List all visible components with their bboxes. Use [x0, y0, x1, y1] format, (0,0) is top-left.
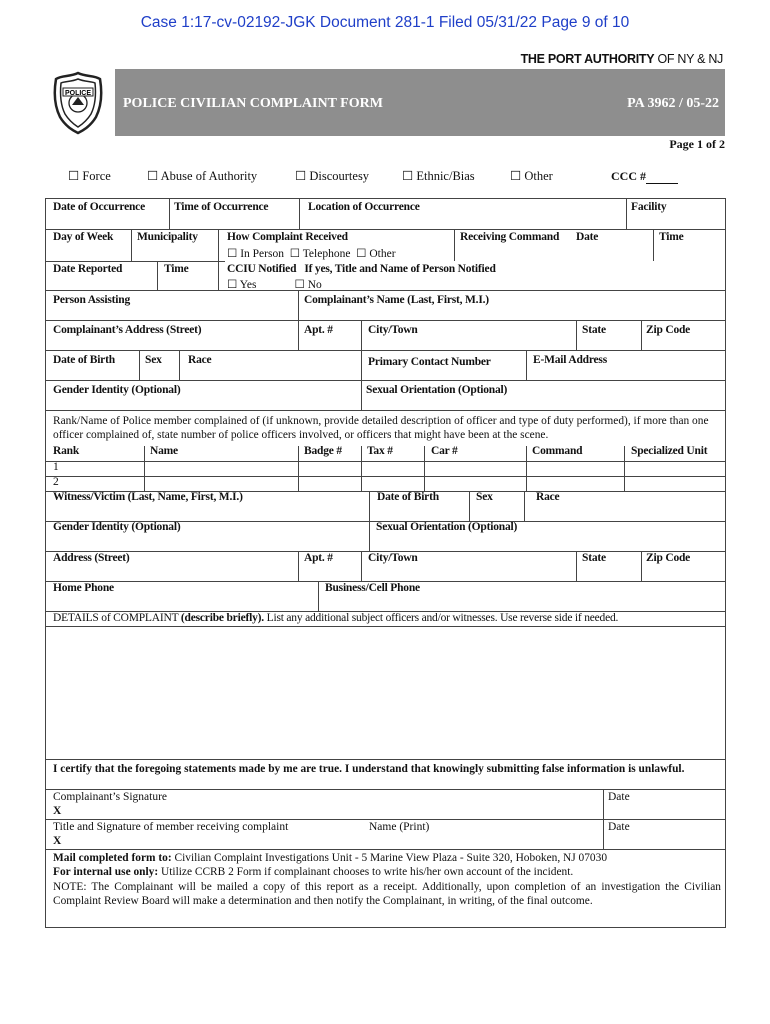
form-title: POLICE CIVILIAN COMPLAINT FORM: [123, 96, 383, 111]
label-witness-sex: Sex: [476, 491, 493, 503]
label-witness-race: Race: [536, 491, 560, 503]
label-witness-orientation: Sexual Orientation (Optional): [376, 521, 518, 533]
complaint-form: [45, 198, 726, 928]
mail-instructions: Mail completed form to: Civilian Complaint Investigations Unit - 5 Marine View Plaza - Suite 320, Hoboken, NJ 07030: [53, 852, 608, 864]
receipt-note: NOTE: The Complainant will be mailed a copy of this report as a receipt. Additionally, upon completion of an investigation the Civilian Complaint Review Board will make a determination and then notify the Complainant, in writing, of the final outcome.: [53, 881, 721, 908]
label-business-phone: Business/Cell Phone: [325, 582, 420, 594]
label-apt: Apt. #: [304, 324, 333, 336]
label-receiving-time: Time: [659, 231, 684, 243]
checkbox-discourtesy[interactable]: ☐ Discourtesy: [295, 169, 370, 183]
label-name-print: Name (Print): [369, 821, 430, 833]
label-location-of-occurrence: Location of Occurrence: [308, 201, 420, 213]
label-gender-identity: Gender Identity (Optional): [53, 384, 181, 396]
label-how-received: How Complaint Received: [227, 231, 348, 243]
label-receiving-date: Date: [576, 231, 599, 243]
label-person-assisting: Person Assisting: [53, 294, 130, 306]
label-date-of-birth: Date of Birth: [53, 354, 115, 366]
label-witness-state: State: [582, 552, 606, 564]
label-email: E-Mail Address: [533, 354, 607, 366]
col-tax: Tax #: [367, 445, 393, 457]
certify-statement: I certify that the foregoing statements made by me are true. I understand that knowingly submitting false information is unlawful.: [53, 763, 685, 775]
officer-row-1: 1: [53, 461, 59, 473]
svg-text:POLICE: POLICE: [64, 90, 92, 97]
label-signature-date: Date: [608, 791, 630, 803]
col-name: Name: [150, 445, 178, 457]
label-city-town: City/Town: [368, 324, 418, 336]
label-witness-zip: Zip Code: [646, 552, 691, 564]
label-complainant-name: Complainant’s Name (Last, First, M.I.): [304, 294, 489, 306]
label-complainant-address: Complainant’s Address (Street): [53, 324, 202, 336]
signature-x-1[interactable]: X: [53, 805, 62, 817]
label-sexual-orientation: Sexual Orientation (Optional): [366, 384, 508, 396]
label-home-phone: Home Phone: [53, 582, 114, 594]
label-primary-contact: Primary Contact Number: [368, 356, 491, 368]
label-receiving-date-2: Date: [608, 821, 630, 833]
col-badge: Badge #: [304, 445, 342, 457]
details-heading: DETAILS of COMPLAINT (describe briefly). List any additional subject officers and/or witnesses. Use reverse side if needed.: [53, 612, 619, 624]
col-car: Car #: [431, 445, 458, 457]
rank-description: Rank/Name of Police member complained of (if unknown, provide detailed description of officer and type of duty performed), if more than one officer complained of, state number of police officers involved, or officers that might have been at the scene.: [53, 415, 709, 442]
label-municipality: Municipality: [137, 231, 198, 243]
label-witness-gender: Gender Identity (Optional): [53, 521, 181, 533]
label-cciu-notified: CCIU Notified If yes, Title and Name of Person Notified: [227, 263, 496, 275]
label-zip-code: Zip Code: [646, 324, 691, 336]
col-command: Command: [532, 445, 583, 457]
label-date-reported: Date Reported: [53, 263, 123, 275]
col-specialized-unit: Specialized Unit: [631, 445, 708, 457]
label-address-street: Address (Street): [53, 552, 130, 564]
label-time-reported: Time: [164, 263, 189, 275]
label-state: State: [582, 324, 606, 336]
signature-x-2[interactable]: X: [53, 835, 62, 847]
label-witness-apt: Apt. #: [304, 552, 333, 564]
checkbox-abuse-of-authority[interactable]: ☐ Abuse of Authority: [147, 169, 258, 183]
label-race: Race: [188, 354, 212, 366]
label-date-of-occurrence: Date of Occurrence: [53, 201, 145, 213]
label-time-of-occurrence: Time of Occurrence: [174, 201, 269, 213]
label-witness-dob: Date of Birth: [377, 491, 439, 503]
internal-use-note: For internal use only: Utilize CCRB 2 Form if complainant chooses to write his/her own account of the incident.: [53, 866, 574, 878]
label-witness-city: City/Town: [368, 552, 418, 564]
received-options[interactable]: ☐ In Person ☐ Telephone ☐ Other: [227, 248, 396, 260]
label-sex: Sex: [145, 354, 162, 366]
police-badge-icon: [52, 71, 104, 135]
checkbox-other[interactable]: ☐ Other: [510, 169, 553, 183]
case-header: Case 1:17-cv-02192-JGK Document 281-1 Filed 05/31/22 Page 9 of 10: [140, 14, 630, 31]
checkbox-force[interactable]: ☐ Force: [68, 169, 111, 183]
label-day-of-week: Day of Week: [53, 231, 114, 243]
label-witness-name: Witness/Victim (Last, Name, First, M.I.): [53, 491, 243, 503]
label-complainant-signature: Complainant’s Signature: [53, 791, 168, 803]
port-authority-logo: THE PORT AUTHORITY OF NY & NJ: [520, 52, 723, 66]
cciu-yes-no[interactable]: ☐ Yes ☐ No: [227, 279, 322, 291]
form-banner: [115, 69, 725, 136]
page-number: Page 1 of 2: [669, 137, 725, 151]
form-number: PA 3962 / 05-22: [627, 96, 719, 111]
col-rank: Rank: [53, 445, 80, 457]
label-facility: Facility: [631, 201, 667, 213]
label-title-signature: Title and Signature of member receiving complaint: [53, 821, 289, 833]
label-receiving-command: Receiving Command: [460, 231, 560, 243]
officer-row-2: 2: [53, 476, 59, 488]
details-textarea[interactable]: [47, 628, 724, 758]
ccc-number-field[interactable]: CCC #: [611, 169, 678, 184]
checkbox-ethnic-bias[interactable]: ☐ Ethnic/Bias: [402, 169, 475, 183]
